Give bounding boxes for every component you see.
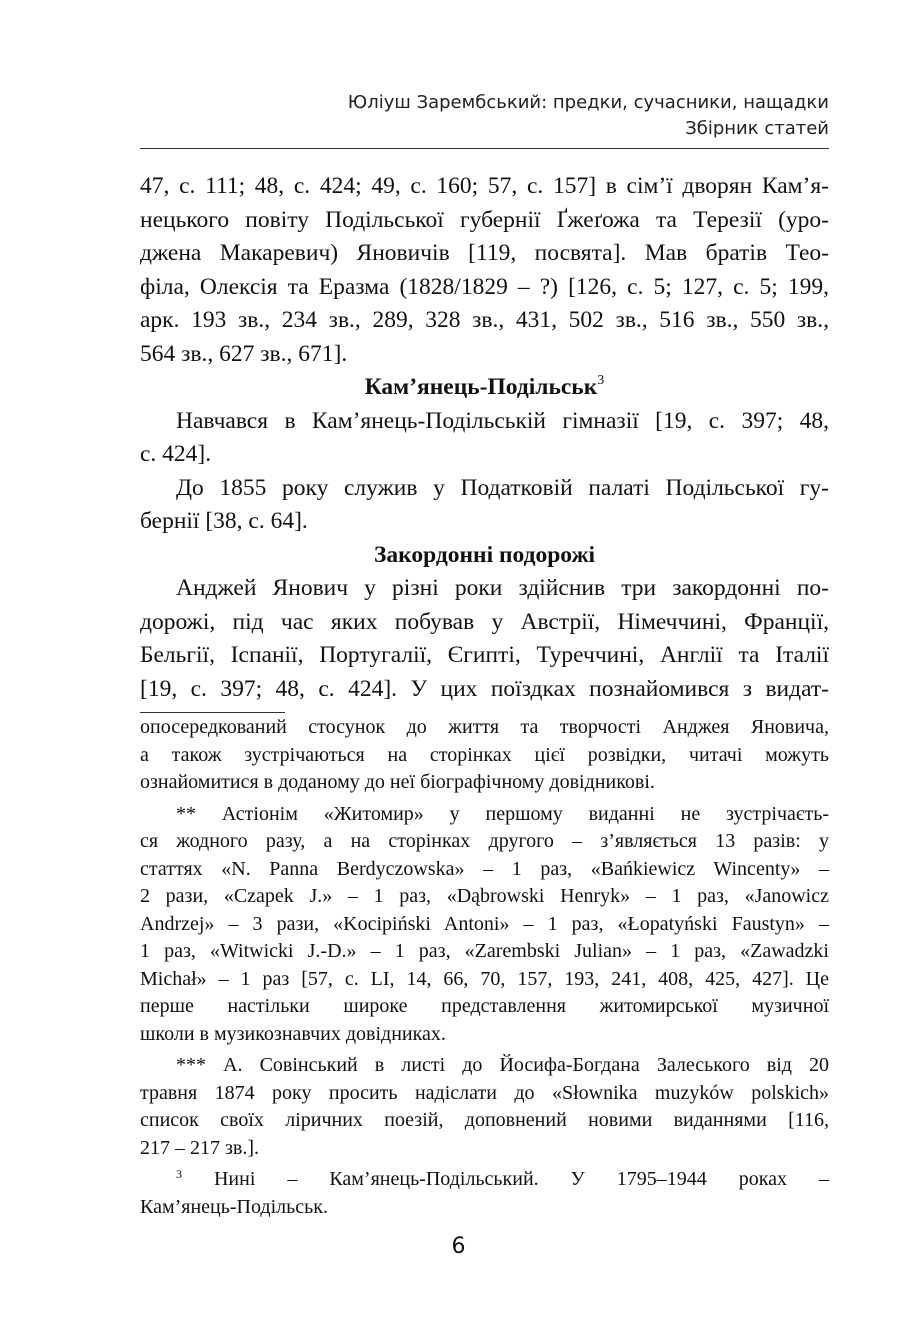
- footnote-line: ся жодного разу, а на сторінках другого – з’являється 13 разів: у: [140, 830, 829, 852]
- text-line: [19, с. 397; 48, с. 424]. У цих поїздках познайомився з видат-: [140, 675, 829, 702]
- header-title: Юліуш Зарембський: предки, сучасники, нащадки: [347, 92, 829, 113]
- footnote-line: список своїх ліричних поезій, доповнений новими виданнями [116,: [140, 1109, 829, 1131]
- footnote-line: ** Астіонім «Житомир» у першому виданні не зустрічаєть-: [176, 802, 829, 825]
- footnote-line: школи в музикознавчих довідниках.: [140, 1022, 446, 1045]
- footnote-line: *** А. Совінський в листі до Йосифа-Богдана Залеського від 20: [176, 1054, 829, 1076]
- footnote-triple-asterisk: [140, 1052, 829, 1162]
- footnote-line: перше настільки широке представлення житомирської музичної: [140, 995, 829, 1017]
- footnote-line: 1 раз, «Witwicki J.-D.» – 1 раз, «Zarembski Julian» – 1 раз, «Zawadzki: [140, 940, 829, 962]
- text-line: До 1855 року служив у Податковій палаті Подільської гу-: [176, 474, 829, 501]
- paragraph: [140, 472, 829, 539]
- footnote-separator: [140, 712, 285, 713]
- text-line: арк. 193 зв., 234 зв., 289, 328 зв., 431, 502 зв., 516 зв., 550 зв.,: [140, 307, 829, 333]
- footnote-line: 2 рази, «Czapek J.» – 1 раз, «Dąbrowski Henryk» – 1 раз, «Janowicz: [140, 885, 829, 907]
- page-number: 6: [451, 1234, 466, 1259]
- running-header: [140, 90, 829, 142]
- footnote-ref: 3: [597, 373, 605, 388]
- text-line: джена Макаревич) Яновичів [119, посвята]. Мав братів Тео-: [140, 240, 829, 266]
- footnotes: [140, 714, 829, 1225]
- footnote-marker: 3: [176, 1167, 182, 1181]
- footnote-line: а також зустрічаються на сторінках цієї розвідки, читачі можуть: [140, 743, 829, 766]
- header-rule: [140, 148, 829, 149]
- text-line: бернії [38, с. 64].: [140, 508, 308, 534]
- text-line: 564 зв., 627 зв., 671].: [140, 340, 348, 367]
- text-line: нецького повіту Подільської губернії Ґжеґожа та Терезії (уро-: [140, 206, 829, 233]
- header-subtitle: Збірник статей: [685, 118, 829, 139]
- paragraph: [140, 572, 829, 706]
- footnote-line: Michał» – 1 раз [57, с. LI, 14, 66, 70, 157, 193, 241, 408, 425, 427]. Це: [140, 967, 829, 990]
- footnote-line: Andrzej» – 3 рази, «Kocipiński Antoni» – 1 раз, «Łopatyński Faustyn» –: [140, 912, 829, 935]
- paragraph: [140, 405, 829, 472]
- footnote-line: статтях «N. Panna Berdyczowska» – 1 раз, «Bańkiewicz Wincenty» –: [140, 857, 829, 880]
- text-line: Навчався в Кам’янець-Подільській гімназії [19, с. 397; 48,: [176, 407, 829, 434]
- main-text: [140, 170, 829, 706]
- footnote-line: травня 1874 року просить надіслати до «Słownika muzyków polskich»: [140, 1081, 829, 1104]
- text-line: філа, Олексія та Еразма (1828/1829 – ?) [126, с. 5; 127, с. 5; 199,: [140, 273, 829, 300]
- section-heading-text: Кам’янець-Подільськ: [364, 374, 598, 400]
- text-line: Анджей Янович у різні роки здійснив три закордонні по-: [176, 575, 829, 601]
- footnote-continuation: [140, 714, 829, 797]
- footnote-line: ознайомитися в доданому до неї біографічному довідникові.: [140, 771, 655, 793]
- footnote-line: 217 – 217 зв.].: [140, 1136, 260, 1159]
- section-heading-text: Закордонні подорожі: [373, 541, 596, 568]
- section-heading: [140, 539, 829, 573]
- text-line: дорожі, під час яких побував у Австрії, Німеччині, Франції,: [140, 608, 829, 635]
- footnote-text: Нині – Кам’янець-Подільський. У 1795–1944 роках –: [182, 1168, 829, 1190]
- footnote-double-asterisk: [140, 801, 829, 1049]
- text-line: с. 424].: [140, 441, 212, 467]
- footnote-line: Кам’янець-Подільськ.: [140, 1195, 328, 1218]
- footnote-3: [140, 1166, 829, 1221]
- section-heading: [140, 371, 829, 405]
- text-line: Бельгії, Іспанії, Португалії, Єгипті, Туреччині, Англії та Італії: [140, 642, 829, 668]
- paragraph: [140, 170, 829, 371]
- footnote-line: [140, 1166, 829, 1194]
- text-line: 47, с. 111; 48, с. 424; 49, с. 160; 57, с. 157] в сім’ї дворян Кам’я-: [140, 173, 829, 199]
- footnote-line: опосередкований стосунок до життя та творчості Анджея Яновича,: [140, 716, 829, 738]
